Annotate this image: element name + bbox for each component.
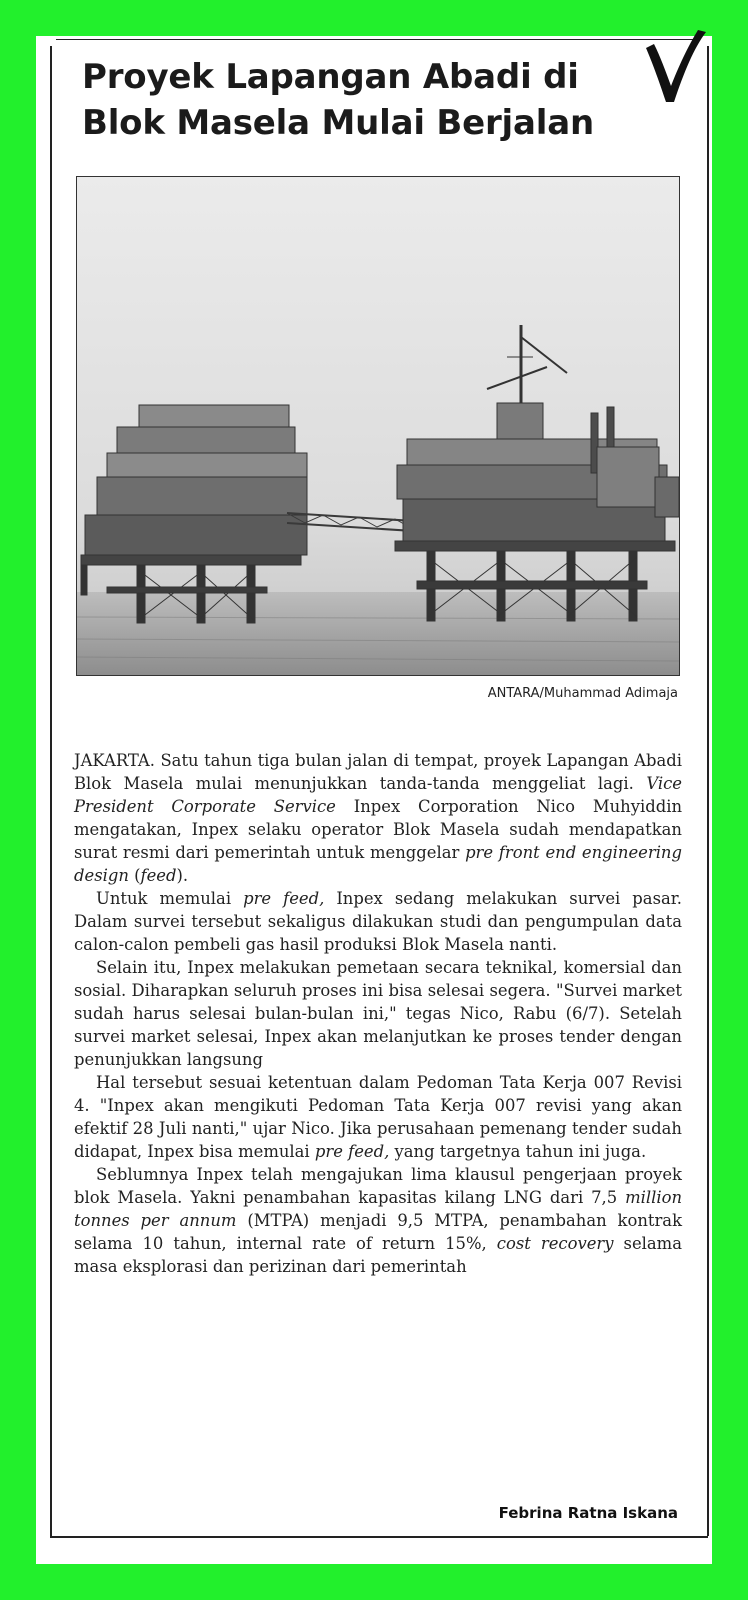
italic-term: pre feed, — [243, 889, 325, 908]
top-rule — [56, 39, 700, 40]
paragraph-text: (MTPA) menjadi 9,5 MTPA, penambahan kontrak selama 10 tahun, internal rate of return 15%, — [74, 1211, 683, 1253]
article-paragraph — [74, 749, 682, 887]
article-paragraph — [74, 887, 682, 956]
italic-term: Vice President Corporate Service — [74, 774, 682, 816]
paragraph-text: yang targetnya tahun ini juga. — [389, 1142, 647, 1161]
paragraph-text: Untuk memulai — [96, 889, 244, 908]
paragraph-text: JAKARTA. Satu tahun tiga bulan jalan di tempat, proyek Lapangan Abadi Blok Masela mulai menunjukkan tanda-tanda menggeliat lagi. — [74, 751, 682, 793]
news-photo — [76, 176, 680, 676]
italic-term: pre feed, — [314, 1142, 390, 1161]
bottom-rule — [50, 1536, 708, 1538]
headline: Proyek Lapangan Abadi di Blok Masela Mulai Berjalan — [82, 57, 594, 143]
article-paragraph — [74, 1163, 682, 1278]
article-paragraph — [74, 956, 682, 1071]
photo-credit: ANTARA/Muhammad Adimaja — [487, 686, 678, 701]
italic-term: pre front end engineering design — [74, 843, 682, 885]
paragraph-text: Inpex Corporation Nico Muhyiddin mengatakan, Inpex selaku operator Blok Masela sudah mendapatkan surat resmi dari pemerintah untuk menggelar — [74, 797, 682, 862]
paragraph-text: Inpex sedang melakukan survei pasar. Dalam survei tersebut sekaligus dilakukan studi dan pengumpulan data calon-calon pembeli gas hasil produksi Blok Masela nanti. — [74, 889, 682, 954]
paragraph-text: Hal tersebut sesuai ketentuan dalam Pedoman Tata Kerja 007 Revisi 4. "Inpex akan mengikuti Pedoman Tata Kerja 007 revisi yang akan efektif 28 Juli nanti," ujar Nico. Jika perusahaan pemenang tender sudah didapat, Inpex bisa memulai — [74, 1073, 682, 1161]
italic-term: feed — [140, 866, 177, 885]
paragraph-text: Selain itu, Inpex melakukan pemetaan secara teknikal, komersial dan sosial. Diharapkan seluruh proses ini bisa selesai segera. "Survei market sudah harus selesai bulan-bulan ini," tegas Nico, Rabu (6/7). Setelah survei market selesai, Inpex akan melanjutkan ke proses tender dengan penunjukkan langsung — [74, 958, 682, 1069]
article-body — [74, 749, 682, 1278]
paragraph-text: selama masa eksplorasi dan perizinan dari pemerintah — [74, 1234, 682, 1276]
italic-term: cost recovery — [496, 1234, 614, 1253]
article-paragraph — [74, 1071, 682, 1163]
paragraph-text: Seblumnya Inpex telah mengajukan lima klausul pengerjaan proyek blok Masela. Yakni penambahan kapasitas kilang LNG dari 7,5 — [74, 1165, 682, 1207]
italic-term: million tonnes per annum — [74, 1188, 682, 1230]
byline: Febrina Ratna Iskana — [498, 1504, 678, 1522]
newspaper-clipping — [36, 36, 712, 1564]
offshore-platform-image — [77, 177, 679, 675]
paragraph-text: ( — [128, 866, 141, 885]
checkmark-icon — [640, 28, 708, 108]
paragraph-text: ). — [176, 866, 189, 885]
